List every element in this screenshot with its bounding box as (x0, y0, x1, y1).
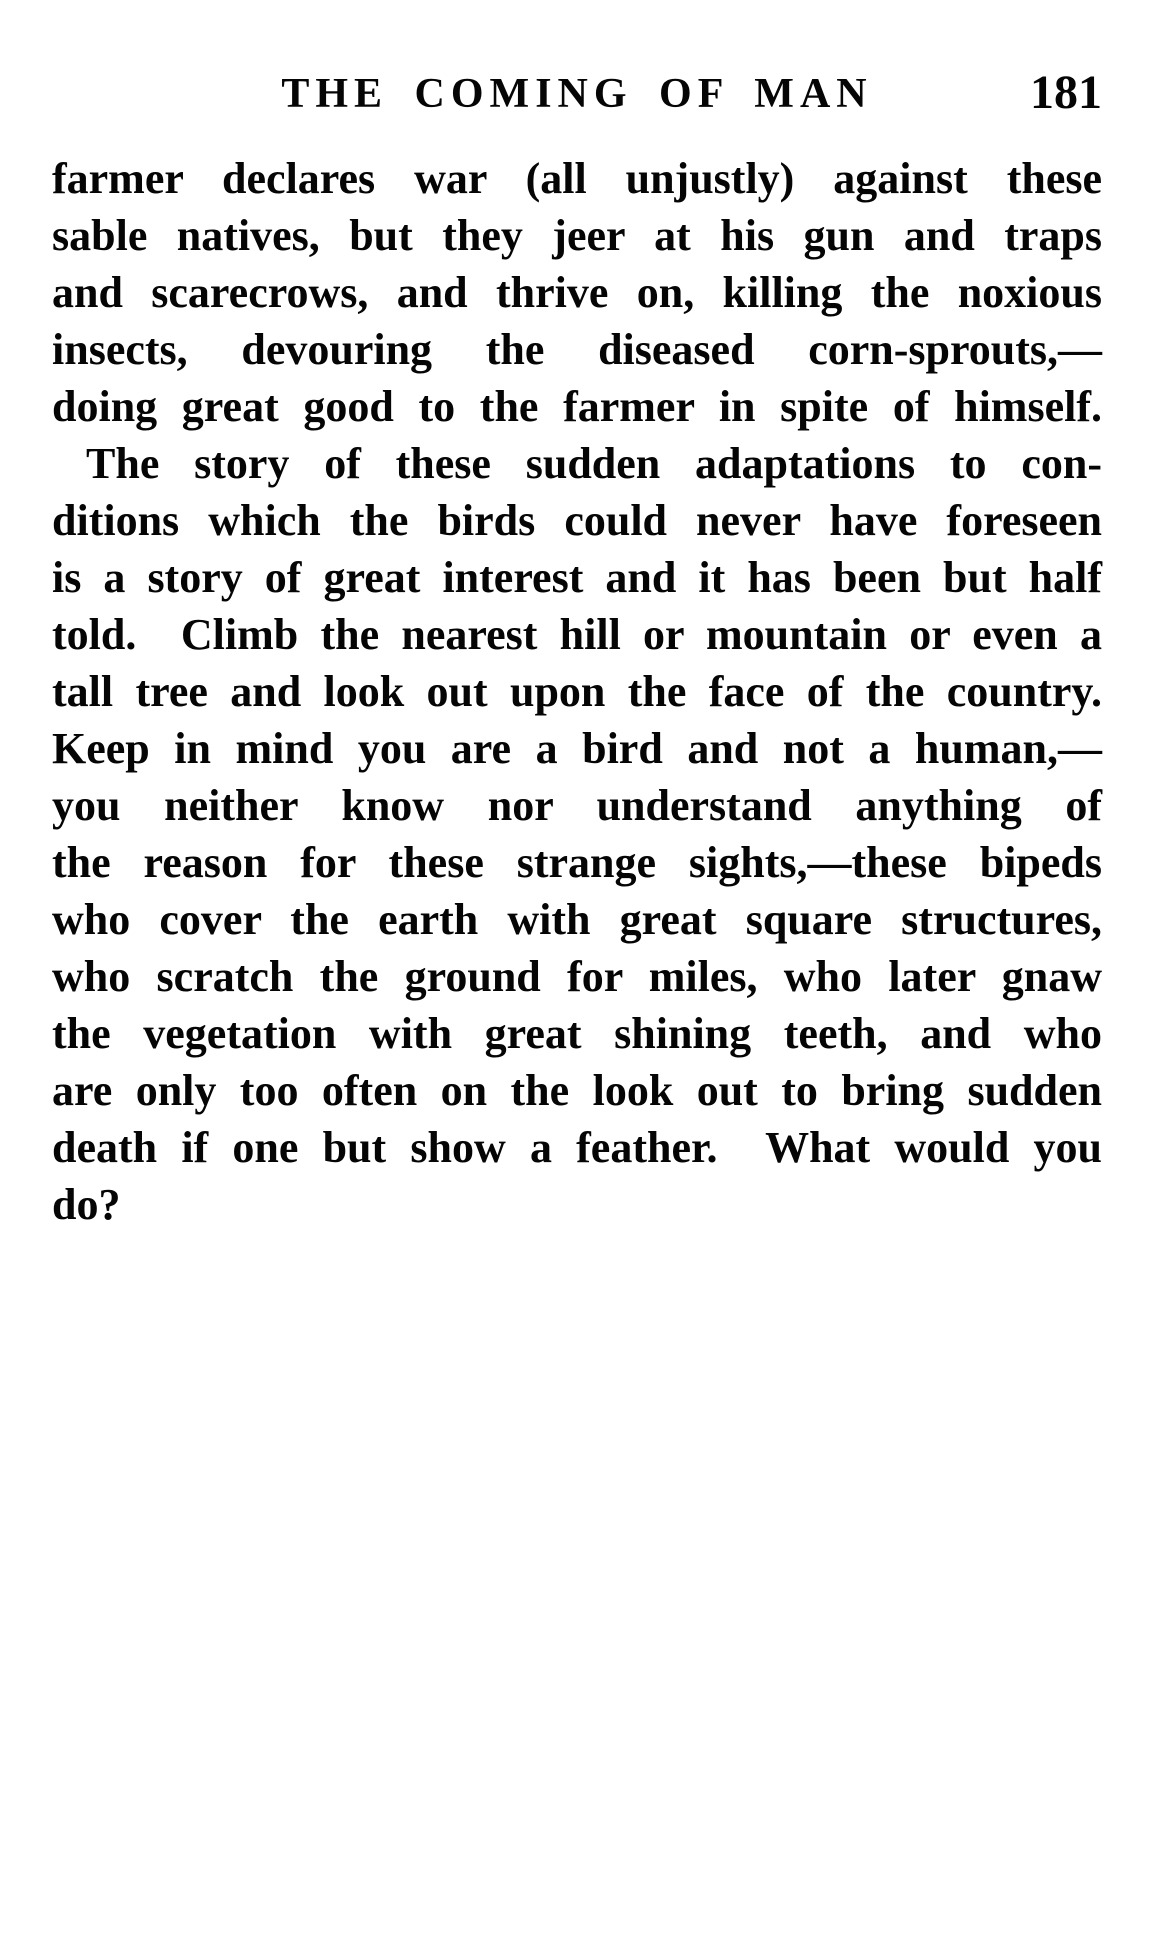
text-line: do? (52, 1180, 121, 1229)
text-line: sable natives, but they jeer at his gun and traps (52, 211, 1102, 260)
text-line: the reason for these strange sights,—these bipeds (52, 838, 1102, 887)
text-line: ditions which the birds could never have foreseen (52, 496, 1102, 545)
text-line: tall tree and look out upon the face of the country. (52, 667, 1102, 716)
text-line: The story of these sudden adaptations to con- (86, 439, 1102, 488)
text-line: farmer declares war (all unjustly) against these (52, 154, 1102, 203)
text-line: told. Climb the nearest hill or mountain or even a (52, 610, 1102, 659)
page-number: 181 (1030, 66, 1102, 119)
page-body (52, 150, 1102, 1233)
text-line: who scratch the ground for miles, who later gnaw (52, 952, 1102, 1001)
text-line: who cover the earth with great square structures, (52, 895, 1102, 944)
text-line: doing great good to the farmer in spite of himself. (52, 382, 1102, 431)
text-line: insects, devouring the diseased corn-sprouts,— (52, 325, 1102, 374)
text-line: Keep in mind you are a bird and not a human,— (52, 724, 1102, 773)
page-header (52, 68, 1102, 118)
text-line: the vegetation with great shining teeth, and who (52, 1009, 1102, 1058)
text-line: death if one but show a feather. What would you (52, 1123, 1102, 1172)
text-line: and scarecrows, and thrive on, killing the noxious (52, 268, 1102, 317)
running-title: THE COMING OF MAN (281, 71, 873, 117)
text-line: you neither know nor understand anything of (52, 781, 1102, 830)
text-line: is a story of great interest and it has been but half (52, 553, 1102, 602)
text-line: are only too often on the look out to bring sudden (52, 1066, 1102, 1115)
